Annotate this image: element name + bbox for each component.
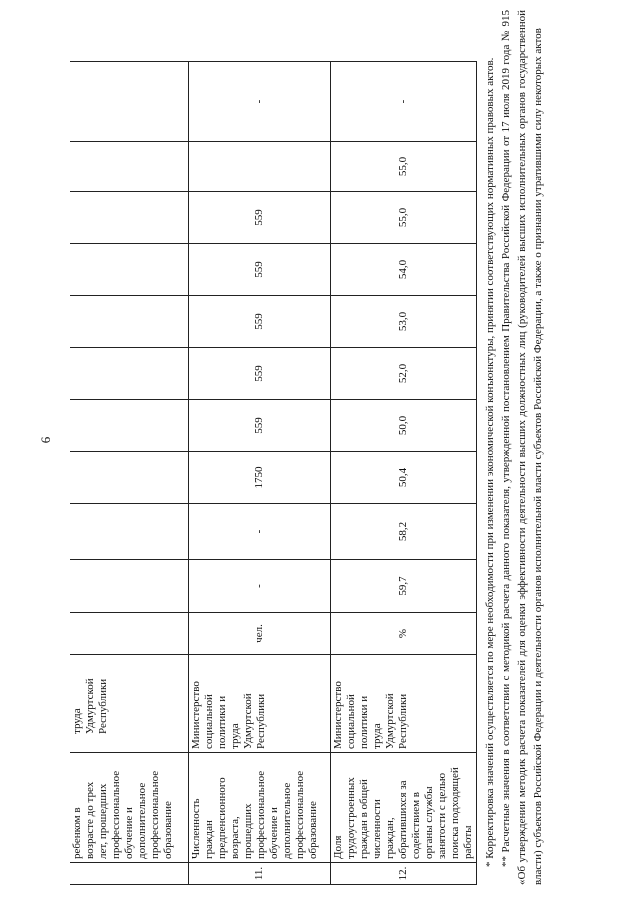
value-cell: 559	[188, 192, 330, 244]
value-cell: -	[188, 560, 330, 613]
value-cell: 54,0	[330, 244, 476, 296]
value-cell: 559	[188, 244, 330, 296]
footnote: ** Расчетные значения в соответствии с методикой расчета данного показателя, утвержденной постановлением Правительства Российской Федерации от 17 июля 2019 года № 915 «Об утверждении методик расчета показателей для оценки эффективности деятельности высших должностных лиц (руководителей высших исполнительных органов государственной власти) субъектов Российской Федерации и деятельности органов исполнительной власти субъектов Российской Федерации, а также о признании утратившими силу некоторых актов	[500, 10, 544, 885]
remark-cell: -	[188, 62, 330, 142]
unit: %	[330, 613, 476, 655]
value-cell: 59,7	[330, 560, 476, 613]
value-cell: 52,0	[330, 348, 476, 400]
value-cell: 58,2	[330, 504, 476, 560]
value-cell: 55,0	[330, 192, 476, 244]
value-cell: 559	[188, 296, 330, 348]
indicator-name: Доля трудоустроенных граждан в общей численности граждан, обратившихся за содействием в органы службы занятости с целью поиска подходящей работы	[330, 753, 476, 863]
value-cell: -	[188, 504, 330, 560]
value-cell: 50,4	[330, 452, 476, 504]
responsible-body: Министерство социальной политики и труда Удмуртской Республики	[188, 655, 330, 753]
responsible-body: труда Удмуртской Республики	[70, 655, 188, 753]
footnotes	[482, 10, 546, 885]
value-cell: 50,0	[330, 400, 476, 452]
value-cell: 559	[188, 400, 330, 452]
indicator-name: Численность граждан предпенсионного возраста, прошедших профессиональное обучение и дополнительное профессиональное образование	[188, 753, 330, 863]
page-number: 6	[38, 436, 53, 444]
row-number: 12.	[330, 863, 476, 885]
footnote: * Корректировка значений осуществляется по мере необходимости при изменении экономической конъюнктуры, принятии соответствующих нормативных правовых актов.	[484, 57, 496, 867]
indicator-name: ребенком в возрасте до трех лет, прошедших профессиональное обучение и дополнительное профессиональное образование	[70, 753, 188, 863]
table-row	[70, 62, 188, 885]
value-cell: 559	[188, 348, 330, 400]
rotated-page-content	[70, 10, 630, 885]
value-cell: 53,0	[330, 296, 476, 348]
indicators-table	[70, 61, 477, 885]
remark-cell: -	[330, 62, 476, 142]
value-cell: 1750	[188, 452, 330, 504]
unit: чел.	[188, 613, 330, 655]
value-cell: 55,0	[330, 142, 476, 192]
row-number: 11.	[188, 863, 330, 885]
table-row	[188, 62, 330, 885]
responsible-body: Министерство социальной политики и труда Удмуртской Республики	[330, 655, 476, 753]
table-row	[330, 62, 476, 885]
